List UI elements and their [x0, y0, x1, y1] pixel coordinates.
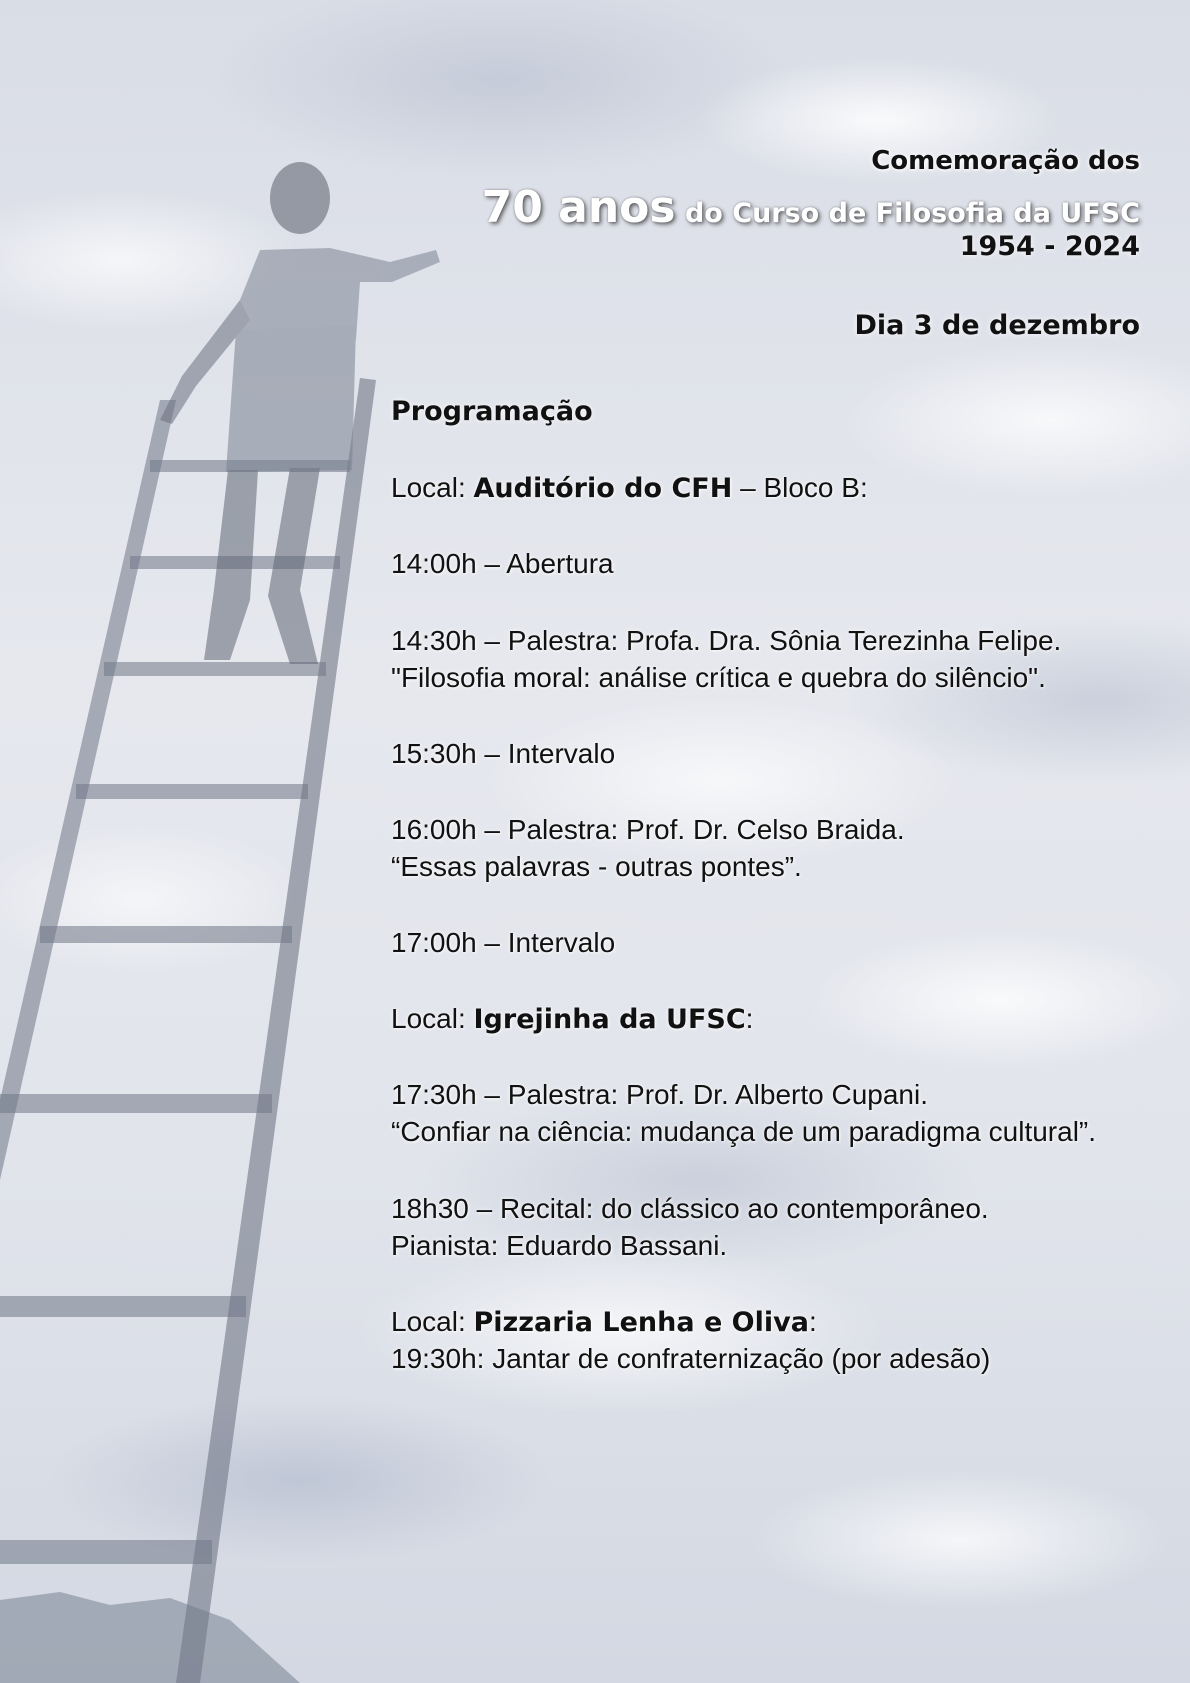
header-years: 1954 - 2024 [959, 231, 1140, 262]
local-place: Igrejinha da UFSC [473, 1004, 746, 1035]
local-label: Local: [391, 472, 474, 503]
schedule-item-subtitle: "Filosofia moral: análise crítica e quebra do silêncio". [391, 662, 1046, 693]
local-label: Local: [391, 1306, 474, 1337]
program-title: Programação [391, 396, 593, 427]
local-suffix: : [745, 1003, 754, 1034]
schedule-item: 15:30h – Intervalo [391, 738, 616, 769]
schedule-item: 19:30h: Jantar de confraternização (por adesão) [391, 1343, 991, 1374]
schedule-item-subtitle: Pianista: Eduardo Bassani. [391, 1230, 728, 1261]
local-suffix: – Bloco B: [732, 472, 868, 503]
header-70-anos: 70 anos [481, 182, 676, 233]
local-igrejinha [391, 1003, 753, 1035]
local-place: Auditório do CFH [473, 473, 733, 504]
local-label: Local: [391, 1003, 474, 1034]
local-pizzaria [391, 1306, 817, 1338]
local-auditorio [391, 472, 868, 504]
schedule-item: 18h30 – Recital: do clássico ao contemporâneo. [391, 1193, 989, 1224]
program [391, 396, 1151, 1374]
schedule-item: 14:00h – Abertura [391, 548, 614, 579]
local-place: Pizzaria Lenha e Oliva [473, 1307, 809, 1338]
local-suffix: : [808, 1306, 817, 1337]
event-date: Dia 3 de dezembro [854, 310, 1140, 341]
schedule-item: 14:30h – Palestra: Profa. Dra. Sônia Terezinha Felipe. [391, 625, 1062, 656]
header-line-1: Comemoração dos [871, 146, 1140, 176]
schedule-item-subtitle: “Essas palavras - outras pontes”. [391, 851, 802, 882]
header-course-name: do Curso de Filosofia da UFSC [675, 198, 1140, 229]
header [482, 146, 1140, 341]
header-line-2 [482, 182, 1140, 233]
schedule-item-subtitle: “Confiar na ciência: mudança de um paradigma cultural”. [391, 1116, 1097, 1147]
mountain-silhouette [0, 1592, 300, 1683]
schedule-item: 16:00h – Palestra: Prof. Dr. Celso Braida. [391, 814, 905, 845]
schedule-item: 17:30h – Palestra: Prof. Dr. Alberto Cupani. [391, 1079, 928, 1110]
schedule-item: 17:00h – Intervalo [391, 927, 616, 958]
